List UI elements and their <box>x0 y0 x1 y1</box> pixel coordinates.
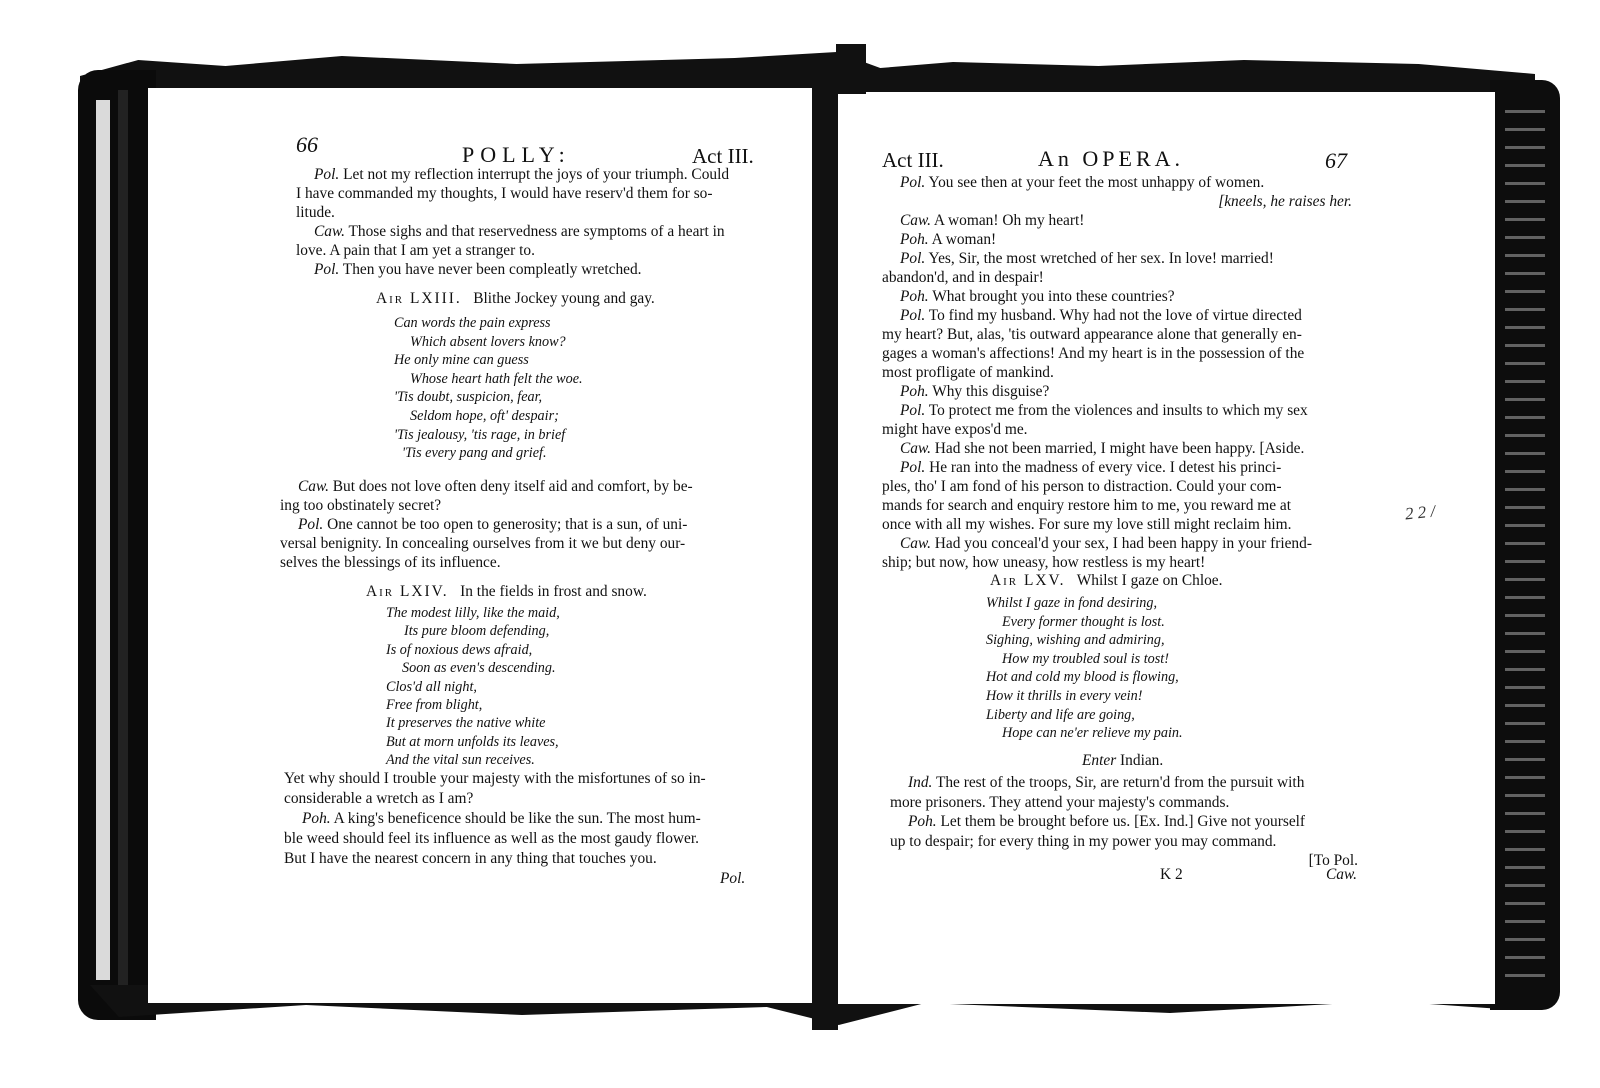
text-line <box>314 166 729 184</box>
speaker-name: Poh. <box>908 813 937 830</box>
text-line <box>900 535 1312 553</box>
speaker-name: Pol. <box>298 516 324 533</box>
text-line <box>900 440 1304 458</box>
right-catchword: Caw. <box>1326 866 1357 883</box>
verse-line: Free from blight, <box>386 697 483 713</box>
line-text: Then you have never been compleatly wretched. <box>339 261 642 278</box>
speaker-name: Caw. <box>314 223 345 240</box>
text-line <box>314 223 725 241</box>
text-line <box>882 193 1352 211</box>
text-line <box>284 830 699 848</box>
text-line <box>890 794 1229 812</box>
line-text: [kneels, he raises her. <box>1218 193 1352 210</box>
verse-line: Soon as even's descending. <box>402 660 556 677</box>
verse-line: Whose heart hath felt the woe. <box>410 370 583 387</box>
gutter-notch <box>836 44 866 94</box>
signature-mark: K 2 <box>1160 866 1183 883</box>
verse-line: Which absent lovers know? <box>410 333 566 350</box>
text-line <box>908 774 1304 792</box>
line-text: One cannot be too open to generosity; that is a sun, of uni- <box>323 516 688 533</box>
air-64-tune: In the fields in frost and snow. <box>460 583 647 600</box>
line-text: You see then at your feet the most unhappy of women. <box>925 174 1265 191</box>
line-text: A woman! Oh my heart! <box>930 212 1085 229</box>
verse-line: How my troubled soul is tost! <box>1002 650 1169 667</box>
verse-line: Hope can ne'er relieve my pain. <box>1002 725 1183 742</box>
line-text: love. A pain that I am yet a stranger to. <box>296 242 535 259</box>
line-text: mands for search and enquiry restore him to me, you reward me at <box>882 497 1291 514</box>
handwritten-margin-note: 2 2 / <box>1404 501 1437 524</box>
text-line <box>900 402 1308 420</box>
verse-line: 'Tis doubt, suspicion, fear, <box>394 389 543 406</box>
line-text: A woman! <box>928 231 997 248</box>
line-text: gages a woman's affections! And my heart is in the possession of the <box>882 345 1305 362</box>
air-64-label: Air LXIV. <box>366 583 449 600</box>
speaker-name: Pol. <box>314 166 340 183</box>
enter-word: Enter <box>1082 752 1117 769</box>
line-text: Yet why should I trouble your majesty with the misfortunes of so in- <box>284 770 706 787</box>
air-63-heading <box>376 290 655 308</box>
verse-line: It preserves the native white <box>386 715 546 732</box>
speaker-name: Poh. <box>900 231 929 248</box>
speaker-name: Caw. <box>298 478 329 495</box>
right-running-title: An OPERA. <box>1038 146 1185 171</box>
text-line <box>296 185 713 203</box>
verse-line: Can words the pain express <box>394 315 551 331</box>
text-line <box>280 554 501 572</box>
line-text: But I have the nearest concern in any thing that touches you. <box>284 850 657 867</box>
speaker-name: Pol. <box>900 307 926 324</box>
speaker-name: Pol. <box>900 174 926 191</box>
line-text: ples, tho' I am fond of his person to distraction. Could your com- <box>882 478 1282 495</box>
speaker-name: Caw. <box>900 440 931 457</box>
text-line <box>298 516 687 534</box>
text-line <box>900 174 1264 192</box>
speaker-name: Pol. <box>900 459 926 476</box>
air-65-heading <box>990 572 1222 590</box>
line-text: ble weed should feel its influence as well as the most gaudy flower. <box>284 830 700 847</box>
text-line <box>280 497 441 515</box>
line-text: He ran into the madness of every vice. I detest his princi- <box>925 459 1282 476</box>
text-line <box>296 204 335 222</box>
enter-who: Indian. <box>1116 752 1164 769</box>
line-text: my heart? But, alas, 'tis outward appearance alone that generally en- <box>882 326 1302 343</box>
line-text: Those sighs and that reservedness are symptoms of a heart in <box>344 223 725 240</box>
line-text: I have commanded my thoughts, I would have reserv'd them for so- <box>296 185 713 202</box>
verse-line: How it thrills in every vein! <box>986 688 1143 704</box>
line-text: Let not my reflection interrupt the joys of your triumph. Could <box>339 166 730 183</box>
page-edges-left <box>96 100 110 980</box>
verse-line: Every former thought is lost. <box>1002 613 1165 630</box>
line-text: considerable a wretch as I am? <box>284 790 474 807</box>
text-line <box>882 364 1054 382</box>
text-line <box>882 478 1281 496</box>
text-line <box>314 261 642 279</box>
speaker-name: Poh. <box>900 383 929 400</box>
text-line <box>900 250 1274 268</box>
text-line <box>284 850 657 868</box>
line-text: most profligate of mankind. <box>882 364 1054 381</box>
line-text: might have expos'd me. <box>882 421 1028 438</box>
line-text: selves the blessings of its influence. <box>280 554 501 571</box>
text-line <box>298 478 693 496</box>
air-65-tune: Whilst I gaze on Chloe. <box>1076 572 1223 589</box>
text-line <box>890 852 1358 870</box>
verse-line: And the vital sun receives. <box>386 752 535 769</box>
line-text: litude. <box>296 204 335 221</box>
verse-line: Sighing, wishing and admiring, <box>986 632 1165 649</box>
left-catchword: Pol. <box>720 870 746 887</box>
speaker-name: Poh. <box>900 288 929 305</box>
text-line <box>882 554 1205 572</box>
verse-line: Seldom hope, oft' despair; <box>410 408 559 424</box>
air-65-label: Air LXV. <box>990 572 1066 589</box>
text-line <box>900 212 1084 230</box>
text-line <box>284 770 706 788</box>
text-line <box>296 242 535 260</box>
text-line <box>882 345 1304 363</box>
line-text: What brought you into these countries? <box>928 288 1175 305</box>
verse-line: Liberty and life are going, <box>986 706 1135 723</box>
text-line <box>908 813 1305 831</box>
text-line <box>882 326 1302 344</box>
line-text: up to despair; for every thing in my power you may command. <box>890 832 1277 850</box>
text-line <box>882 421 1028 439</box>
book-top-edge <box>80 52 1535 92</box>
line-text: To find my husband. Why had not the love of virtue directed <box>925 307 1302 324</box>
verse-line: Is of noxious dews afraid, <box>386 641 533 658</box>
verse-line: He only mine can guess <box>394 352 529 369</box>
line-text: The rest of the troops, Sir, are return'd from the pursuit with <box>932 774 1305 791</box>
book-gutter <box>812 55 838 1030</box>
speaker-name: Caw. <box>900 212 931 229</box>
line-text: Let them be brought before us. [Ex. Ind.] Give not yourself <box>936 813 1306 830</box>
line-text: versal benignity. In concealing ourselves from it we but deny our- <box>280 535 686 552</box>
text-line <box>302 810 701 828</box>
text-line <box>882 516 1292 534</box>
right-act-heading: Act III. <box>882 148 944 172</box>
verse-line: The modest lilly, like the maid, <box>386 605 560 621</box>
left-page-number: 66 <box>296 132 318 157</box>
text-line <box>900 307 1302 325</box>
left-running-title: POLLY: <box>462 142 571 167</box>
text-line <box>900 288 1175 306</box>
verse-line: Its pure bloom defending, <box>404 623 550 640</box>
text-line <box>890 833 1276 851</box>
verse-line: Clos'd all night, <box>386 678 477 695</box>
speaker-name: Caw. <box>900 535 931 552</box>
line-text: more prisoners. They attend your majesty's commands. <box>890 793 1230 811</box>
air-64-heading <box>366 583 647 601</box>
line-text: Had you conceal'd your sex, I had been happy in your friend- <box>930 535 1312 552</box>
text-line <box>280 535 685 553</box>
line-text: ship; but now, how uneasy, how restless is my heart! <box>882 554 1206 571</box>
speaker-name: Pol. <box>900 250 926 267</box>
text-line <box>882 269 1044 287</box>
right-page-number: 67 <box>1325 148 1347 173</box>
line-text: abandon'd, and in despair! <box>882 269 1044 286</box>
line-text: ing too obstinately secret? <box>280 497 442 514</box>
text-line <box>900 231 996 249</box>
air-63-tune: Blithe Jockey young and gay. <box>473 290 655 307</box>
left-act-heading: Act III. <box>692 144 754 168</box>
page-edges-left-shadow <box>118 90 128 990</box>
verse-line: Hot and cold my blood is flowing, <box>986 669 1179 686</box>
speaker-name: Pol. <box>314 261 340 278</box>
speaker-name: Ind. <box>908 774 933 791</box>
air-63-label: Air LXIII. <box>376 290 462 307</box>
line-text: To protect me from the violences and insults to which my sex <box>925 402 1308 419</box>
line-text: Why this disguise? <box>928 383 1050 400</box>
line-text: [To Pol. <box>1308 852 1358 869</box>
line-text: But does not love often deny itself aid and comfort, by be- <box>328 478 693 495</box>
book-left-edge <box>78 70 156 1020</box>
line-text: A king's beneficence should be like the sun. The most hum- <box>330 810 701 827</box>
speaker-name: Pol. <box>900 402 926 419</box>
stage-direction-enter <box>1082 752 1163 770</box>
verse-line: But at morn unfolds its leaves, <box>386 733 559 750</box>
text-line <box>900 459 1281 477</box>
verse-line: 'Tis every pang and grief. <box>402 445 547 462</box>
speaker-name: Poh. <box>302 810 331 827</box>
text-line <box>882 497 1291 515</box>
verse-line: Whilst I gaze in fond desiring, <box>986 595 1158 611</box>
line-text: Yes, Sir, the most wretched of her sex. In love! married! <box>925 250 1274 267</box>
text-line <box>284 790 473 808</box>
book-right-texture <box>1505 110 1545 990</box>
line-text: Had she not been married, I might have been happy. [Aside. <box>930 440 1305 457</box>
verse-line: 'Tis jealousy, 'tis rage, in brief <box>394 426 566 443</box>
line-text: once with all my wishes. For sure my love still might reclaim him. <box>882 516 1292 533</box>
text-line <box>900 383 1049 401</box>
